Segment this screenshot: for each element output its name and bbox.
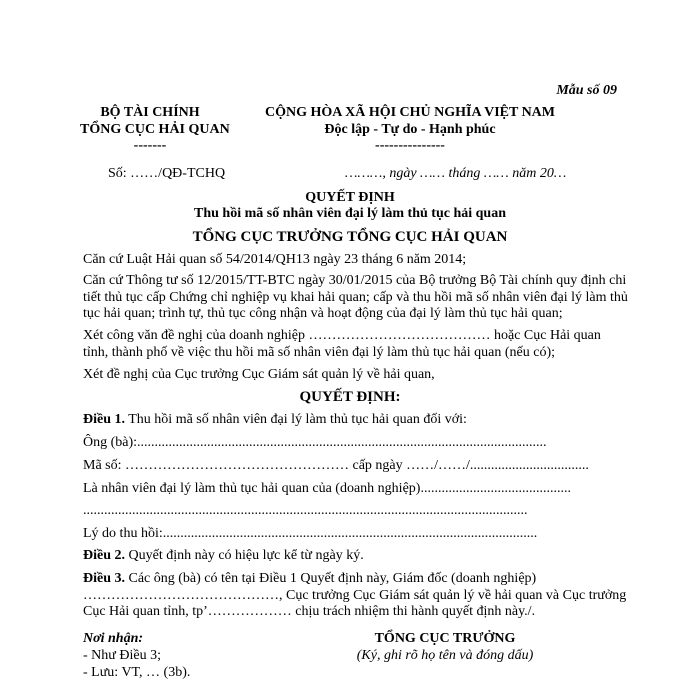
article-3-text-line3: Cục Hải quan tỉnh, tp’……………… chịu trách nhiệm thi hành quyết định này./.	[83, 604, 536, 619]
preamble-proposal: Xét đề nghị của Cục trưởng Cục Giám sát quản lý về hải quan,	[83, 367, 435, 382]
field-agent-of: Là nhân viên đại lý làm thủ tục hải quan của (doanh nghiệp)...........................................	[83, 481, 571, 496]
preamble-request-line1: Xét công văn đề nghị của doanh nghiệp ………………………………… hoặc Cục Hải quan	[83, 328, 601, 343]
preamble-law: Căn cứ Luật Hải quan số 54/2014/QH13 ngày 23 tháng 6 năm 2014;	[83, 252, 467, 267]
decide-heading: QUYẾT ĐỊNH:	[299, 389, 401, 405]
article-3-label: Điều 3.	[83, 571, 125, 586]
field-name: Ông (bà):.....................................................................................................................	[83, 435, 547, 450]
article-1-text: Thu hồi mã số nhân viên đại lý làm thủ tục hải quan đối với:	[125, 412, 467, 427]
recipient-2: - Lưu: VT, … (3b).	[83, 665, 191, 680]
document-date: ………, ngày …… tháng …… năm 20…	[345, 166, 567, 181]
field-reason: Lý do thu hồi:...........................................................................................................	[83, 526, 538, 541]
preamble-request-line2: tỉnh, thành phố về việc thu hồi mã số nhân viên đại lý làm thủ tục hải quan (nếu có);	[83, 345, 556, 360]
form-code: Mẫu số 09	[556, 83, 617, 98]
article-3-text-line1: Các ông (bà) có tên tại Điều 1 Quyết định này, Giám đốc (doanh nghiệp)	[125, 571, 537, 586]
agency-name: BỘ TÀI CHÍNH	[100, 105, 200, 120]
recipients-heading: Nơi nhận:	[83, 631, 144, 646]
signature-note: (Ký, ghi rõ họ tên và đóng dấu)	[356, 648, 534, 663]
national-title: CỘNG HÒA XÃ HỘI CHỦ NGHĨA VIỆT NAM	[264, 105, 555, 120]
recipient-1: - Như Điều 3;	[83, 648, 161, 663]
department-name: TỔNG CỤC HẢI QUAN	[80, 122, 230, 137]
preamble-circular-line3: tục hải quan; trình tự, thủ tục công nhận và hoạt động của đại lý làm thủ tục hải quan;	[83, 306, 563, 321]
article-3	[83, 570, 536, 588]
document-number: Số: ……/QĐ-TCHQ	[108, 166, 226, 181]
article-2-label: Điều 2.	[83, 548, 125, 563]
national-motto: Độc lập - Tự do - Hạnh phúc	[324, 122, 496, 137]
preamble-circular-line2: tiết thủ tục cấp Chứng chỉ nghiệp vụ khai hải quan; cấp và thu hồi mã số nhân viên đại lý làm thủ	[83, 290, 628, 305]
right-divider: ---------------	[375, 138, 445, 153]
field-blank-line: ...............................................................................................................................	[83, 503, 528, 518]
article-1-label: Điều 1.	[83, 412, 125, 427]
field-code: Mã số: ………………………………………… cấp ngày ……/……/..................................	[83, 458, 589, 473]
article-3-text-line2: ……………………………………, Cục trưởng Cục Giám sát quản lý về hải quan và Cục trưởng	[83, 588, 627, 603]
article-2	[83, 547, 364, 565]
decision-subject: Thu hồi mã số nhân viên đại lý làm thủ tục hải quan	[194, 206, 506, 221]
article-2-text: Quyết định này có hiệu lực kể từ ngày ký.	[125, 548, 364, 563]
article-1	[83, 411, 467, 429]
left-divider: -------	[133, 138, 167, 153]
preamble-circular-line1: Căn cứ Thông tư số 12/2015/TT-BTC ngày 30/01/2015 của Bộ trưởng Bộ Tài chính quy định chi	[83, 273, 627, 288]
authority-title: TỔNG CỤC TRƯỞNG TỔNG CỤC HẢI QUAN	[192, 229, 508, 245]
signer-title: TỔNG CỤC TRƯỞNG	[374, 631, 516, 646]
decision-title: QUYẾT ĐỊNH	[305, 190, 395, 205]
